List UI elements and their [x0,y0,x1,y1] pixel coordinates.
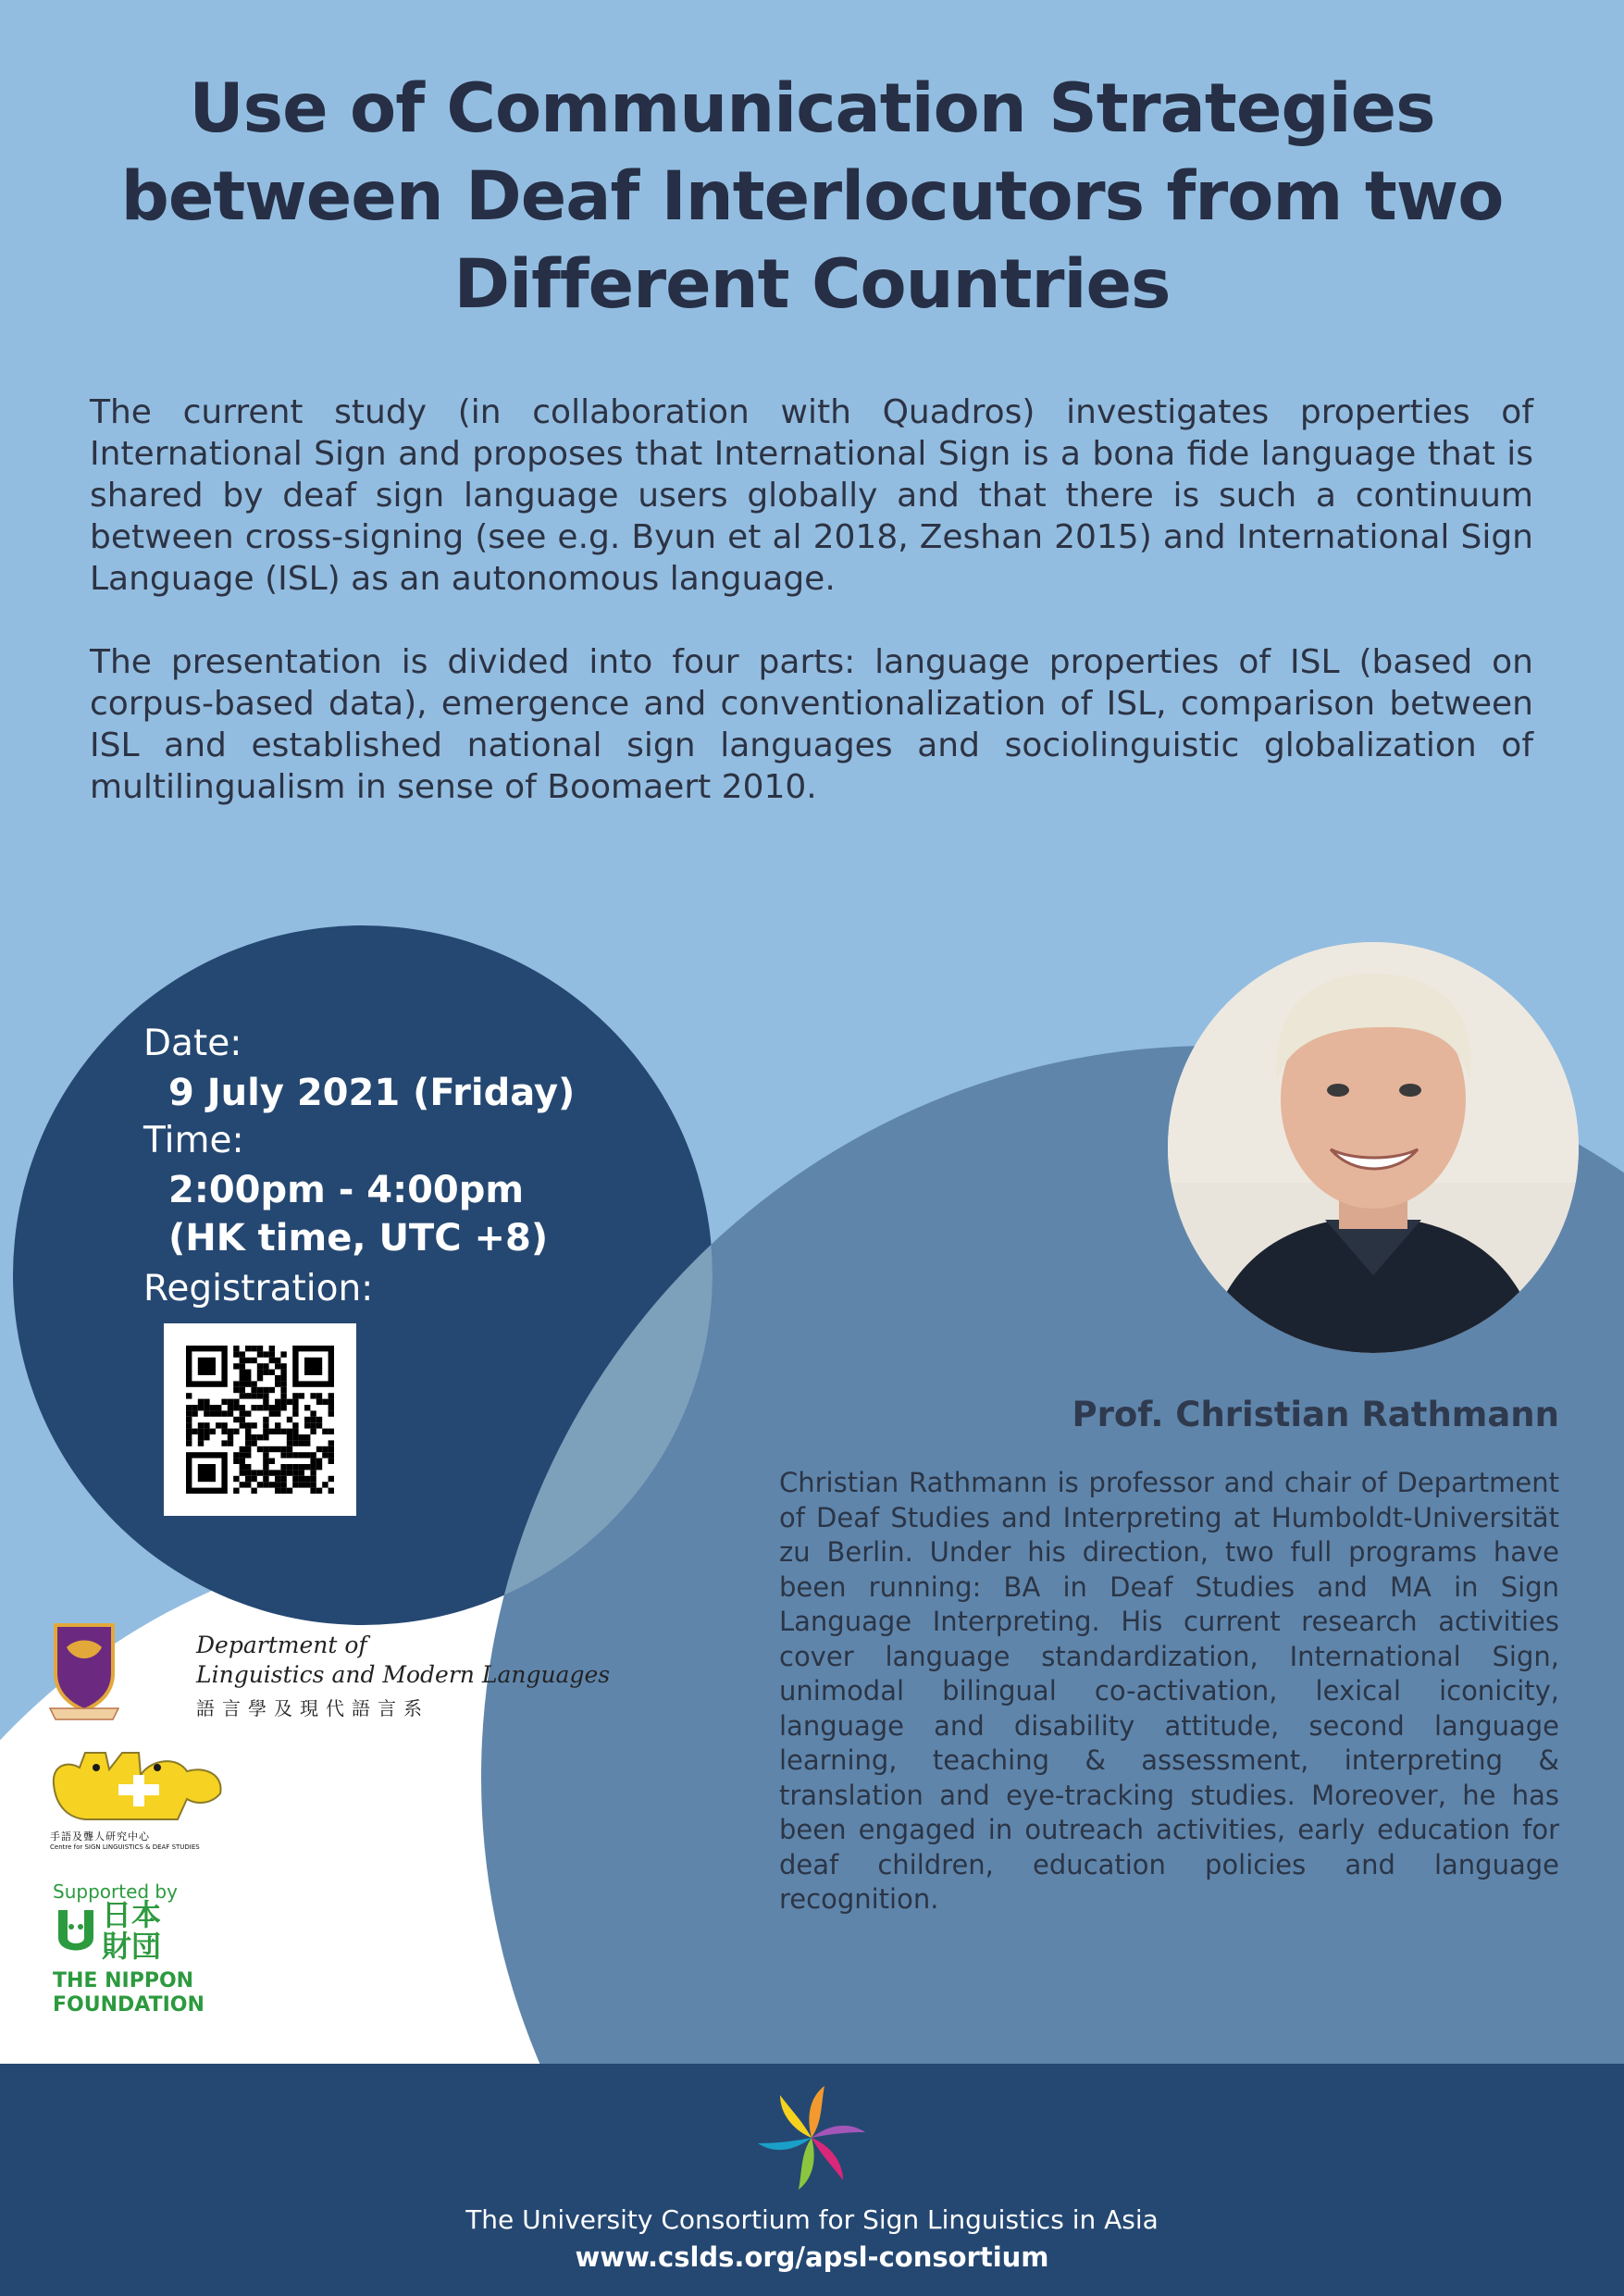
qr-code-icon [164,1323,356,1516]
nippon-jp-name [102,1899,161,1962]
speaker-photo [1168,942,1579,1353]
dept-name-line-2: Linguistics and Modern Languages [196,1661,611,1688]
speaker-bio: Christian Rathmann is professor and chair of Department of Deaf Studies and Interpreting at Humboldt-Universität zu Berlin. Under his direction, two full programs have been running: BA in Deaf Studies and MA in Sign Language Interpreting. His current research activities cover language standardization, International Sign, unimodal bilingual co-activation, lexical iconicity, language and disability attitude, second language learning, teaching & assessment, interpreting & translation and eye-tracking studies. Moreover, he has been engaged in outreach activities, early education for deaf children, education policies and language recognition. [779,1467,1559,1915]
title-line-1: Use of Communication Strategies [189,69,1435,148]
consortium-pinwheel-icon [751,2082,872,2193]
nippon-jp-line-1: 日本 [102,1897,162,1932]
dept-name-line-1: Department of [196,1632,367,1658]
footer-org-name: The University Consortium for Sign Linguistics in Asia [465,2204,1159,2235]
nippon-jp-line-2: 財団 [102,1929,162,1964]
cuhk-crest-icon [48,1620,120,1721]
date-value: 9 July 2021 (Friday) [168,1072,576,1114]
registration-label: Registration: [143,1268,374,1309]
nippon-supported-by: Supported by [53,1880,178,1903]
cslds-logo-icon [48,1747,229,1827]
page-title [56,65,1568,329]
nippon-name-line-1: THE NIPPON [53,1969,194,1992]
nippon-foundation-icon [53,1906,99,1964]
cslds-name-zh: 手語及聾人研究中心 [50,1831,150,1843]
registration-qr-code[interactable] [164,1323,356,1516]
footer-website-link[interactable]: www.cslds.org/apsl-consortium [575,2241,1049,2273]
dept-name-zh: 語言學及現代語言系 [196,1697,429,1719]
time-value: 2:00pm - 4:00pm [168,1169,525,1211]
cslds-name-en: Centre for SIGN LINGUISTICS & DEAF STUDIES [50,1843,200,1851]
time-label: Time: [143,1120,244,1161]
nippon-name-line-2: FOUNDATION [53,1993,205,2017]
date-label: Date: [143,1023,242,1064]
title-line-3: Different Countries [453,245,1171,324]
abstract-paragraph-2: The presentation is divided into four parts: language properties of ISL (based on corpus-based data), emergence and conventionalization of ISL, comparison between ISL and established national sign languages and sociolinguistic globalization of multilingualism in sense of Boomaert 2010. [90,643,1533,806]
title-line-2: between Deaf Interlocutors from two [120,157,1504,236]
time-zone: (HK time, UTC +8) [168,1217,549,1260]
speaker-name: Prof. Christian Rathmann [1072,1395,1559,1434]
abstract-paragraph-1: The current study (in collaboration with Quadros) investigates properties of International Sign and proposes that International Sign is a bona fide language that is shared by deaf sign language users globally and that there is such a continuum between cross-signing (see e.g. Byun et al 2018, Zeshan 2015) and International Sign Language (ISL) as an autonomous language. [90,393,1533,598]
